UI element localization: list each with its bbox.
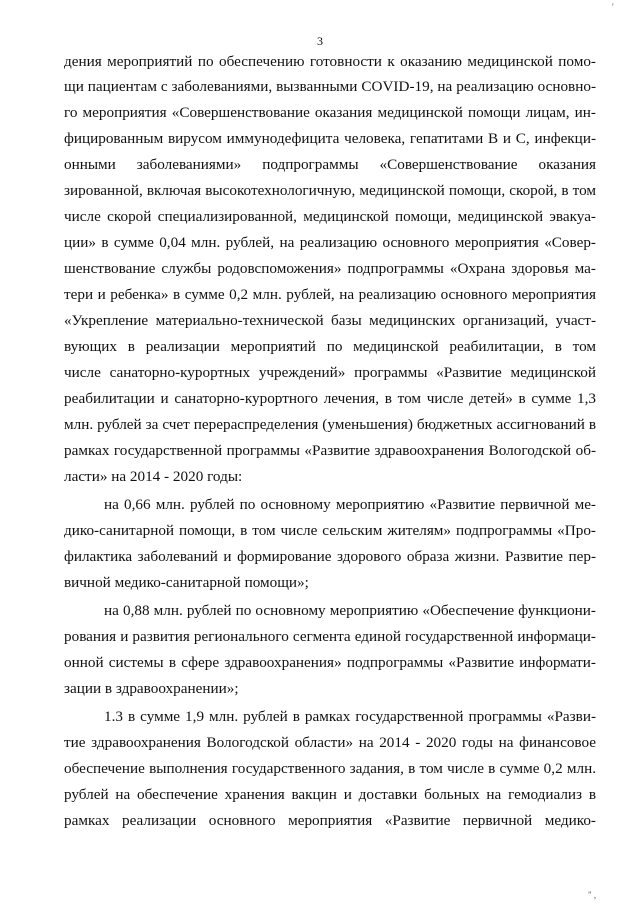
text-line: млн. рублей за счет перераспределения (уменьшения) бюджетных ассигнований в xyxy=(64,416,596,433)
text-line: фицированным вирусом иммунодефицита человека, гепатитами В и С, инфекци- xyxy=(64,130,596,147)
text-line: щи пациентам с заболеваниями, вызванными COVID-19, на реализацию основно- xyxy=(64,78,596,95)
text-line: шенствование службы родовспоможения» подпрограммы «Охрана здоровья ма- xyxy=(64,260,596,277)
text-line: обеспечение выполнения государственного задания, в том числе в сумме 0,2 млн. xyxy=(64,760,596,777)
text-line: тери и ребенка» в сумме 0,2 млн. рублей, на реализацию основного мероприятия xyxy=(64,286,596,303)
scan-mark-top: ' xyxy=(612,2,614,12)
text-line: дения мероприятий по обеспечению готовности к оказанию медицинской помо- xyxy=(64,53,596,70)
page-number: 3 xyxy=(317,34,323,48)
text-line: на 0,88 млн. рублей по основному мероприятию «Обеспечение функциони- xyxy=(104,602,596,619)
text-line: рамках государственной программы «Развитие здравоохранения Вологодской об- xyxy=(64,442,596,459)
text-line: зации в здравоохранении»; xyxy=(64,680,239,697)
text-line: рования и развития регионального сегмента единой государственной информаци- xyxy=(64,628,596,645)
text-line: рублей на обеспечение хранения вакцин и доставки больных на гемодиализ в xyxy=(64,786,596,803)
text-line: вующих в реализации мероприятий по медицинской реабилитации, в том xyxy=(64,338,596,355)
text-line: числе санаторно-курортных учреждений» программы «Развитие медицинской xyxy=(64,364,596,381)
text-line: на 0,66 млн. рублей по основному мероприятию «Развитие первичной ме- xyxy=(104,496,596,513)
text-line: вичной медико-санитарной помощи»; xyxy=(64,574,309,591)
text-line: зированной, включая высокотехнологичную, медицинской помощи, скорой, в том xyxy=(64,182,596,199)
text-line: числе скорой специализированной, медицинской помощи, медицинской эвакуа- xyxy=(64,208,596,225)
text-line: тие здравоохранения Вологодской области» на 2014 - 2020 годы на финансовое xyxy=(64,734,596,751)
text-line: го мероприятия «Совершенствование оказания медицинской помощи лицам, ин- xyxy=(64,104,596,121)
text-line: реабилитации и санаторно-курортного лечения, в том числе детей» в сумме 1,3 xyxy=(64,390,596,407)
text-line: рамках реализации основного мероприятия «Развитие первичной медико- xyxy=(64,812,596,829)
text-line: онными заболеваниями» подпрограммы «Совершенствование оказания xyxy=(64,156,596,173)
text-line: «Укрепление материально-технической базы медицинских организаций, участ- xyxy=(64,312,596,329)
text-line: филактика заболеваний и формирование здорового образа жизни. Развитие пер- xyxy=(64,548,596,565)
scan-mark-bottom: " , xyxy=(588,890,597,900)
text-line: ласти» на 2014 - 2020 годы: xyxy=(64,468,243,485)
text-line: ции» в сумме 0,04 млн. рублей, на реализацию основного мероприятия «Совер- xyxy=(64,234,596,251)
text-line: дико-санитарной помощи, в том числе сельским жителям» подпрограммы «Про- xyxy=(64,522,596,539)
text-line: 1.3 в сумме 1,9 млн. рублей в рамках государственной программы «Разви- xyxy=(104,708,596,725)
text-line: онной системы в сфере здравоохранения» подпрограммы «Развитие информати- xyxy=(64,654,596,671)
